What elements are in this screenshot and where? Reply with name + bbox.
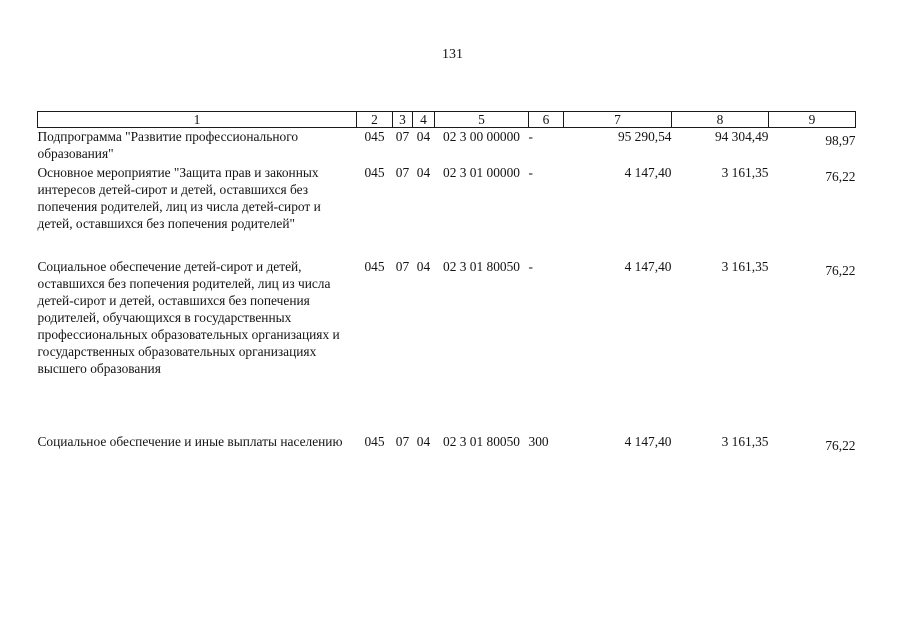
budget-table — [37, 111, 856, 473]
row-name: Социальное обеспечение детей-сирот и детей, оставшихся без попечения родителей, лиц из числа детей-сирот и детей, оставшихся без попечения родителей, обучающихся в государственных профессиональных образовательных организациях и государственных образовательных организациях высшего образования — [37, 258, 340, 376]
row-actual-amount: 3 161,35 — [721, 258, 769, 274]
page-number: 131 — [442, 47, 463, 62]
header-col-7: 7 — [564, 112, 672, 128]
header-col-9: 9 — [769, 112, 856, 128]
table-header — [38, 112, 856, 128]
row-planned-amount: 95 290,54 — [617, 129, 672, 144]
row-target-article: 02 3 01 00000 — [443, 164, 520, 180]
row-section: 07 — [395, 129, 410, 144]
header-col-1: 1 — [38, 112, 357, 128]
row-name: Подпрограмма "Развитие профессионального образования" — [37, 129, 299, 161]
row-percent: 76,22 — [825, 168, 856, 184]
row-percent: 76,22 — [825, 437, 856, 453]
row-target-article: 02 3 00 00000 — [443, 129, 520, 144]
header-row — [38, 112, 856, 128]
header-col-3: 3 — [393, 112, 413, 128]
row-planned-amount: 4 147,40 — [624, 258, 672, 274]
row-name: Основное мероприятие "Защита прав и законных интересов детей-сирот и детей, оставшихся без попечения родителей, лиц из числа детей-сирот и детей, оставшихся без попечения родителей" — [37, 164, 321, 231]
row-percent: 76,22 — [825, 262, 856, 278]
row-planned-amount: 4 147,40 — [624, 164, 672, 180]
row-admin-code: 045 — [364, 433, 385, 449]
row-section: 07 — [395, 258, 410, 274]
row-subsection: 04 — [416, 258, 431, 274]
row-subsection: 04 — [416, 433, 431, 449]
row-name: Социальное обеспечение и иные выплаты населению — [37, 433, 343, 449]
table-row — [38, 128, 856, 164]
table-row — [38, 433, 856, 473]
row-admin-code: 045 — [364, 164, 385, 180]
row-actual-amount: 3 161,35 — [721, 433, 769, 449]
row-section: 07 — [395, 164, 410, 180]
row-subsection: 04 — [416, 164, 431, 180]
row-target-article: 02 3 01 80050 — [443, 433, 520, 449]
row-admin-code: 045 — [364, 129, 385, 144]
header-col-4: 4 — [413, 112, 435, 128]
row-target-article: 02 3 01 80050 — [443, 258, 520, 274]
row-expense-type: 300 — [528, 433, 549, 449]
row-percent: 98,97 — [825, 133, 856, 148]
table-row — [38, 258, 856, 433]
header-col-5: 5 — [435, 112, 529, 128]
row-actual-amount: 3 161,35 — [721, 164, 769, 180]
row-section: 07 — [395, 433, 410, 449]
row-expense-type: - — [528, 258, 533, 274]
table-row — [38, 164, 856, 258]
row-subsection: 04 — [416, 129, 431, 144]
row-expense-type: - — [528, 129, 533, 144]
row-planned-amount: 4 147,40 — [624, 433, 672, 449]
row-admin-code: 045 — [364, 258, 385, 274]
row-actual-amount: 94 304,49 — [714, 129, 769, 144]
header-col-2: 2 — [357, 112, 393, 128]
header-col-6: 6 — [529, 112, 564, 128]
header-col-8: 8 — [672, 112, 769, 128]
row-expense-type: - — [528, 164, 533, 180]
table-body — [38, 128, 856, 473]
